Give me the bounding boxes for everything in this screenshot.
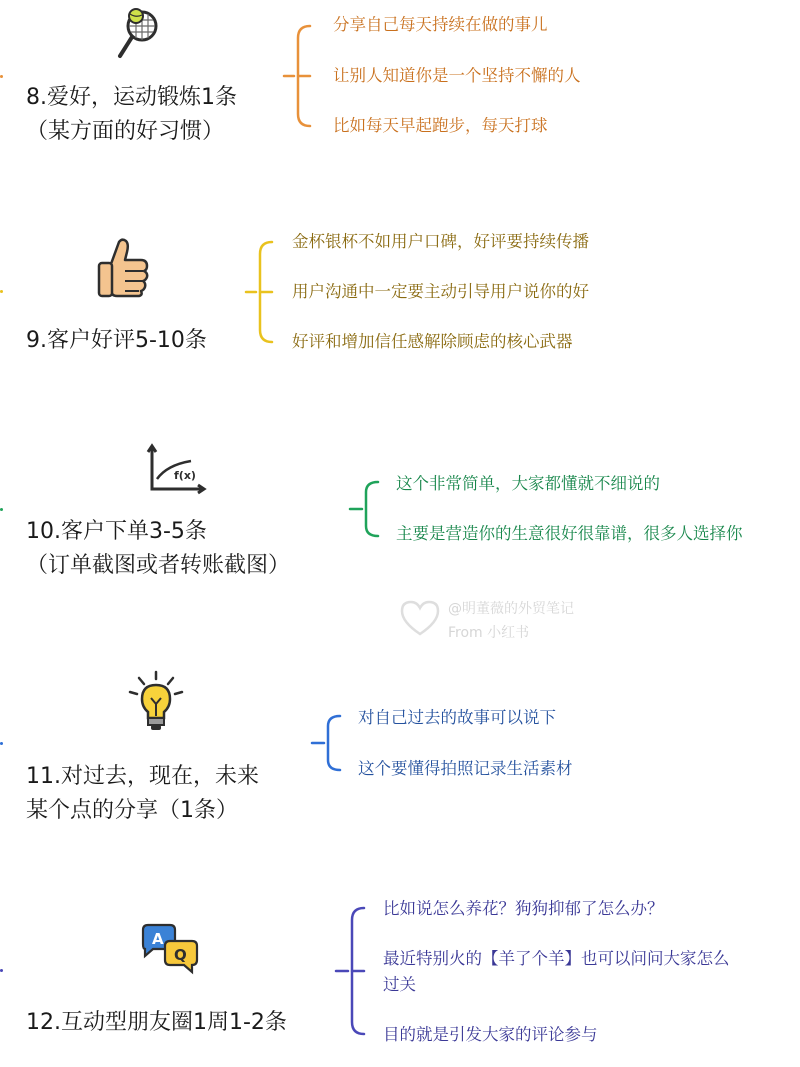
section-title-line-1: 10.客户下单3-5条 [26, 519, 207, 544]
thumbs-up-icon [95, 236, 153, 298]
svg-text:Q: Q [174, 946, 187, 964]
branch-item: 比如每天早起跑步，每天打球 [333, 116, 548, 135]
branch-item: 主要是营造你的生意很好很靠谱，很多人选择你 [396, 524, 743, 543]
branch-item: 对自己过去的故事可以说下 [358, 708, 556, 727]
section-title-line-2: 某个点的分享（1条） [26, 798, 238, 823]
branch-bracket [336, 896, 368, 1046]
branch-item: 分享自己每天持续在做的事儿 [333, 15, 548, 34]
edge-marker [0, 742, 3, 745]
svg-text:A: A [152, 930, 164, 948]
branch-item: 这个非常简单，大家都懂就不细说的 [396, 474, 660, 493]
branch-item: 最近特别火的【羊了个羊】也可以问问大家怎么 [383, 949, 730, 968]
watermark-line-1: @明董薇的外贸笔记 [448, 601, 574, 617]
qa-bubbles-icon [137, 922, 203, 982]
branch-bracket [312, 708, 344, 778]
branch-item: 让别人知道你是一个坚持不懈的人 [333, 66, 581, 85]
section-title-line-2: （某方面的好习惯） [26, 119, 225, 144]
section-title-line-1: 11.对过去，现在，未来 [26, 764, 259, 789]
branch-item: 金杯银杯不如用户口碑，好评要持续传播 [292, 232, 589, 251]
function-graph-icon [145, 443, 207, 495]
section-title-line-1: 8.爱好，运动锻炼1条 [26, 85, 237, 110]
branch-item: 过关 [383, 975, 416, 994]
section-title-line-1: 12.互动型朋友圈1周1-2条 [26, 1010, 287, 1035]
edge-marker [0, 508, 3, 511]
section-title-line-1: 9.客户好评5-10条 [26, 328, 207, 353]
branch-item: 用户沟通中一定要主动引导用户说你的好 [292, 282, 589, 301]
heart-logo-icon [398, 598, 442, 638]
edge-marker [0, 290, 3, 293]
edge-marker [0, 969, 3, 972]
branch-item: 这个要懂得拍照记录生活素材 [358, 759, 573, 778]
light-bulb-icon [125, 668, 187, 736]
section-title-line-2: （订单截图或者转账截图） [26, 553, 291, 578]
svg-text:f(x): f(x) [174, 469, 196, 482]
branch-bracket [284, 14, 314, 134]
edge-marker [0, 75, 3, 78]
branch-item: 比如说怎么养花？狗狗抑郁了怎么办？ [383, 899, 664, 918]
branch-item: 目的就是引发大家的评论参与 [383, 1025, 598, 1044]
watermark-line-2: From 小红书 [448, 625, 530, 641]
branch-bracket [350, 474, 382, 544]
branch-item: 好评和增加信任感解除顾虑的核心武器 [292, 332, 573, 351]
tennis-racket-icon [112, 6, 174, 62]
branch-bracket [246, 232, 276, 352]
